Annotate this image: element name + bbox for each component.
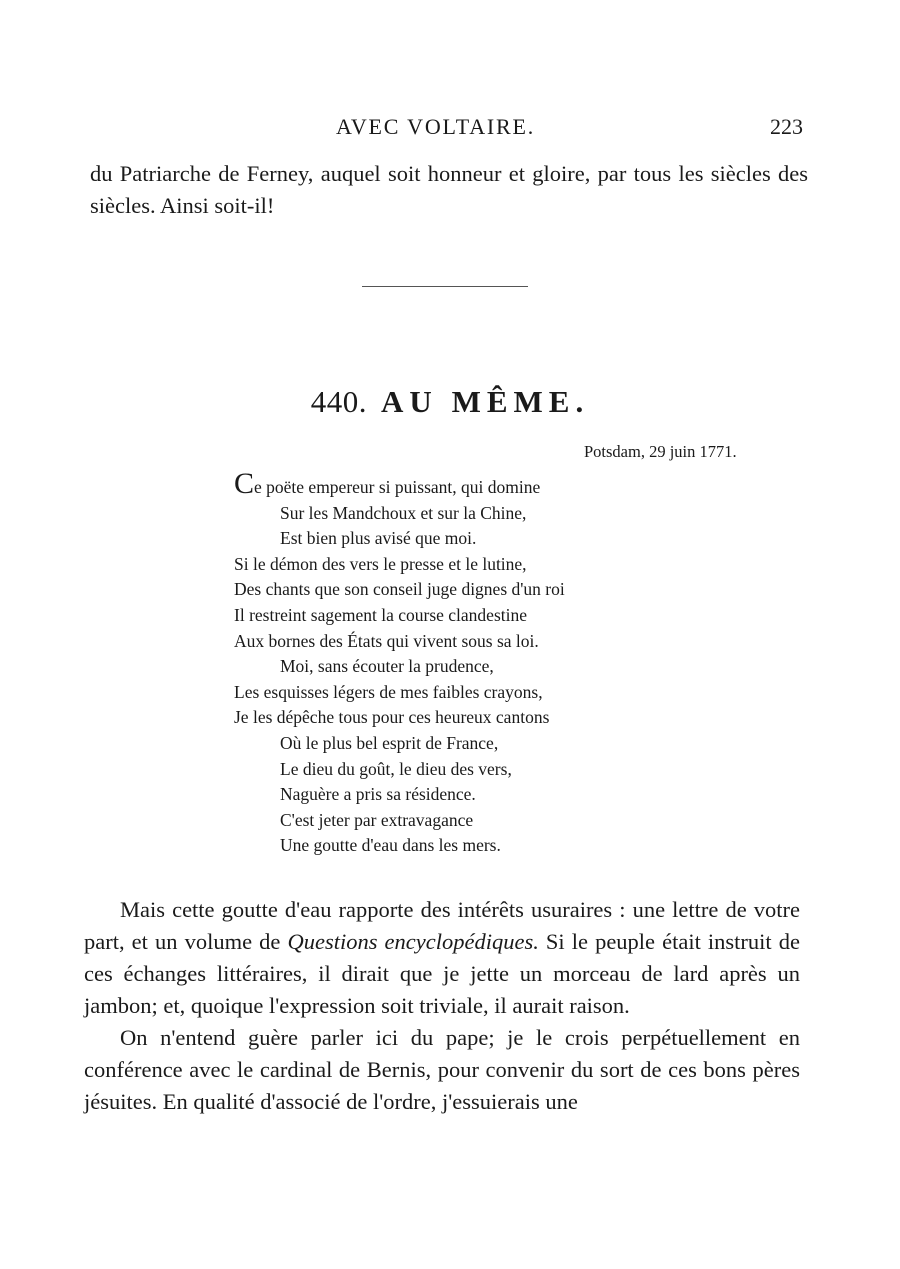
letter-heading [0,384,900,420]
poem [234,467,674,859]
poem-line: Est bien plus avisé que moi. [280,528,477,549]
poem-line: Naguère a pris sa résidence. [280,784,476,805]
body-paragraph-1-text: Mais cette goutte d'eau rapporte des intérêts usuraires : une lettre de votre part, et un volume de [84,897,800,954]
letter-body [84,894,800,1118]
poem-line [234,467,674,501]
poem-line-text: e poëte empereur si puissant, qui domine [254,477,541,497]
section-divider [362,286,528,287]
drop-cap: C [234,467,255,500]
letter-dateline: Potsdam, 29 juin 1771. [584,442,737,461]
poem-line: Les esquisses légers de mes faibles crayons, [234,681,543,702]
body-paragraph-2: On n'entend guère parler ici du pape; je le crois perpétuellement en conférence avec le cardinal de Bernis, pour convenir du sort de ces bons pères jésuites. En qualité d'associé de l'ordre, j'essuierais une [84,1025,800,1114]
poem-line: C'est jeter par extravagance [280,809,474,830]
body-paragraph-1-text-end: Si le peuple était instruit de ces échanges littéraires, il dirait que je jette un morceau de lard après un jambon; et, quoique l'expression soit triviale, il aurait raison. [84,929,800,1018]
letter-title: AU MÊME. [381,384,590,419]
poem-line: Il restreint sagement la course clandestine [234,604,528,625]
poem-line: Sur les Mandchoux et sur la Chine, [280,502,527,523]
page-number: 223 [770,114,803,139]
poem-line: Aux bornes des États qui vivent sous sa loi. [234,630,539,651]
poem-line: Où le plus bel esprit de France, [280,732,499,753]
running-head-title: AVEC VOLTAIRE. [336,114,536,139]
continuation-paragraph: du Patriarche de Ferney, auquel soit honneur et gloire, par tous les siècles des siècles. Ainsi soit-il! [90,161,808,218]
poem-line: Je les dépêche tous pour ces heureux cantons [234,707,550,728]
poem-line: Si le démon des vers le presse et le lutine, [234,553,527,574]
poem-line: Une goutte d'eau dans les mers. [280,835,501,856]
poem-line: Des chants que son conseil juge dignes d'un roi [234,579,565,600]
book-title-italic: Questions encyclopédiques. [287,929,539,954]
poem-line: Le dieu du goût, le dieu des vers, [280,758,512,779]
poem-line: Moi, sans écouter la prudence, [280,656,494,677]
letter-number: 440. [310,384,368,419]
body-paragraph-1 [84,894,800,1022]
